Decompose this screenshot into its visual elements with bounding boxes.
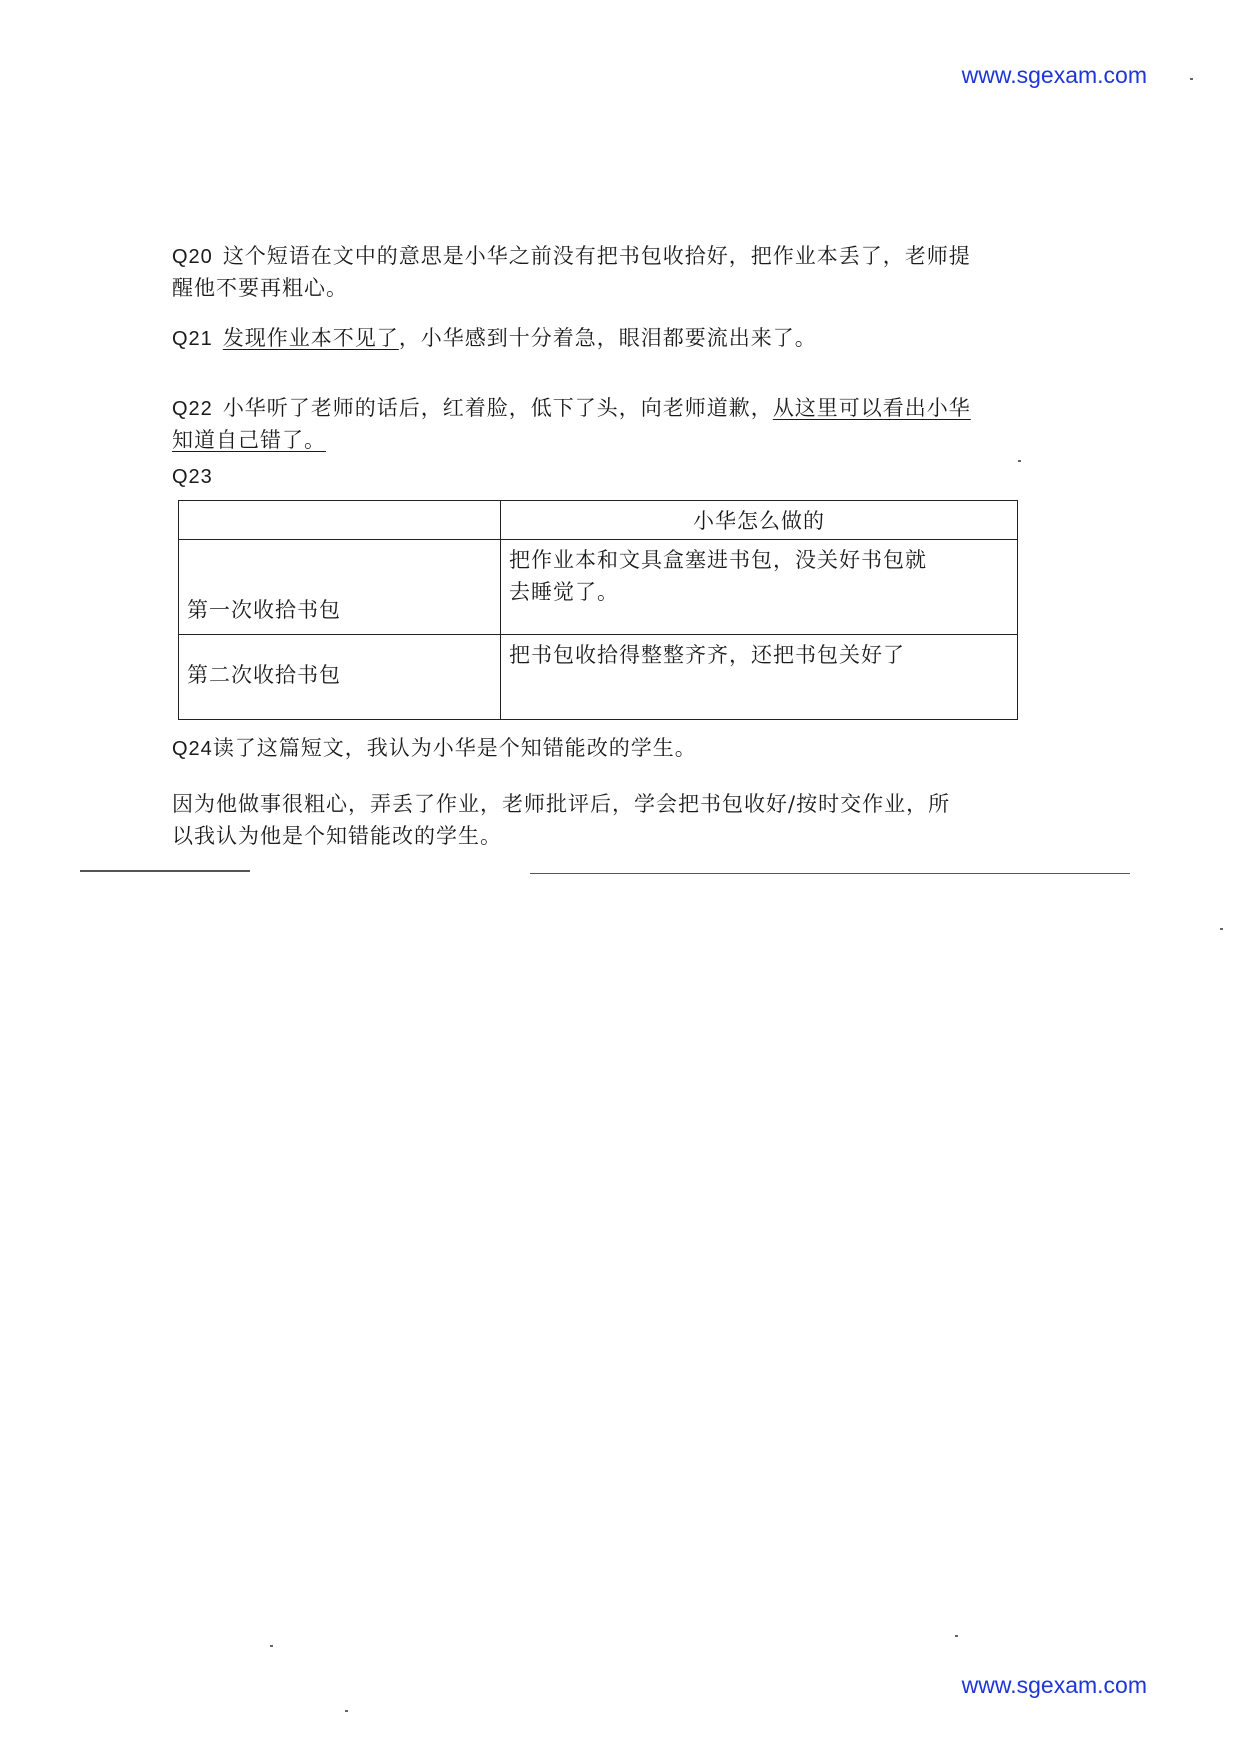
q24-line-3 xyxy=(172,820,1102,852)
q20-text-1: 这个短语在文中的意思是小华之前没有把书包收拾好，把作业本丢了，老师提 xyxy=(222,244,971,268)
q23-row2-label: 第二次收拾书包 xyxy=(179,635,501,720)
q23-header-blank xyxy=(179,501,501,540)
scan-speck xyxy=(1220,928,1223,930)
scan-speck xyxy=(270,1645,273,1647)
scan-speck xyxy=(345,1710,348,1712)
table-row xyxy=(179,635,1018,720)
q23-row2-answer-line1: 把书包收拾得整整齐齐，还把书包关好了 xyxy=(509,643,905,667)
q23-table xyxy=(178,500,1018,720)
q24-number: Q24 xyxy=(172,738,213,760)
q20-line-1 xyxy=(172,240,1102,273)
q23-header-row xyxy=(179,501,1018,540)
watermark-top: www.sgexam.com xyxy=(961,62,1147,88)
scan-line-left xyxy=(80,870,250,872)
q23-row1-answer xyxy=(501,540,1018,635)
q20-text-2: 醒他不要再粗心。 xyxy=(172,276,348,300)
q23-header-col2: 小华怎么做的 xyxy=(501,501,1018,540)
q23-number: Q23 xyxy=(172,466,213,488)
scan-speck xyxy=(1190,78,1193,80)
q23-row1-label: 第一次收拾书包 xyxy=(179,540,501,635)
q24-line-1 xyxy=(172,732,1102,765)
watermark-bottom: www.sgexam.com xyxy=(961,1672,1147,1698)
scan-line-right xyxy=(530,873,1130,874)
q22-number: Q22 xyxy=(172,398,213,420)
q21-underlined-text: 发现作业本不见了 xyxy=(222,326,399,350)
q22-underlined-text-2: 知道自己错了。 xyxy=(172,428,326,452)
q21-line xyxy=(172,322,1102,355)
q23-heading xyxy=(172,460,1102,493)
scan-speck xyxy=(1018,460,1021,462)
q21-number: Q21 xyxy=(172,328,213,350)
q24-text-2: 因为他做事很粗心，弄丢了作业，老师批评后，学会把书包收好/按时交作业，所 xyxy=(172,792,951,816)
q20-line-2 xyxy=(172,272,1102,304)
table-row xyxy=(179,540,1018,635)
q23-row1-answer-line2: 去睡觉了。 xyxy=(509,580,619,604)
q24-text-1: 读了这篇短文，我认为小华是个知错能改的学生。 xyxy=(212,736,697,760)
q23-row2-answer xyxy=(501,635,1018,720)
q24-line-2 xyxy=(172,788,1102,820)
q20-number: Q20 xyxy=(172,246,213,268)
q22-text-1: 小华听了老师的话后，红着脸，低下了头，向老师道歉， xyxy=(222,396,773,420)
q23-row1-answer-line1: 把作业本和文具盒塞进书包，没关好书包就 xyxy=(509,548,927,572)
q24-text-3: 以我认为他是个知错能改的学生。 xyxy=(172,824,502,848)
q22-line-2 xyxy=(172,424,1102,456)
scan-speck xyxy=(955,1635,958,1637)
q21-text: ，小华感到十分着急，眼泪都要流出来了。 xyxy=(398,326,817,350)
q22-underlined-text-1: 从这里可以看出小华 xyxy=(772,396,971,420)
q22-line-1 xyxy=(172,392,1102,425)
